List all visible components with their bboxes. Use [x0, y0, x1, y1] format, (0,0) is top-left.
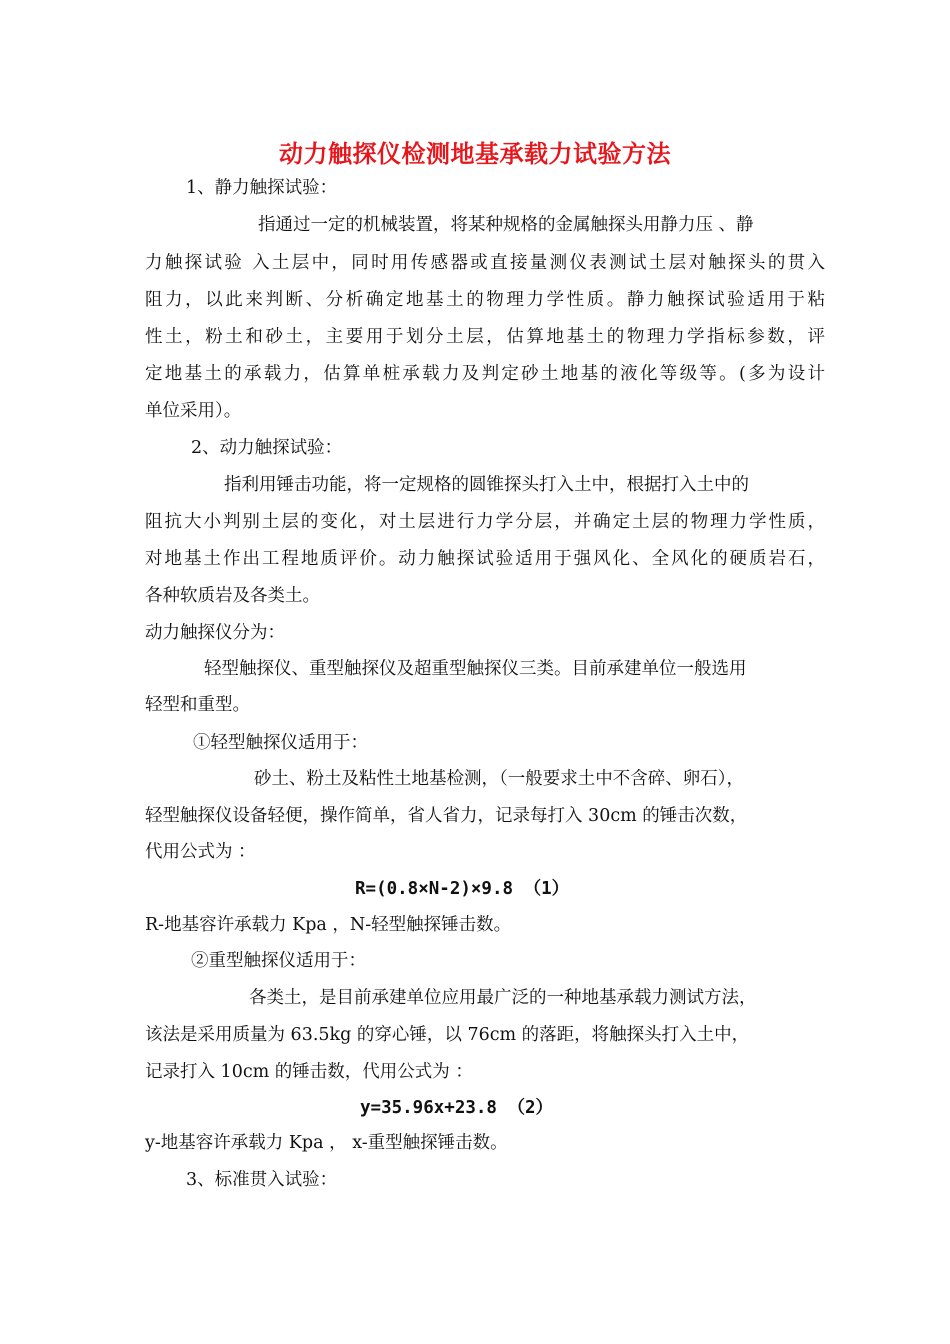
paragraph-line: 代用公式为 ： — [145, 842, 256, 862]
paragraph-line: 阻抗大小判别土层的变化，对土层进行力学分层，并确定土层的物理力学性质， — [145, 512, 825, 532]
paragraph-line: 定地基土的承载力，估算单桩承载力及判定砂土地基的液化等级等。(多为设计 — [145, 364, 825, 384]
paragraph-line: 指利用锤击功能，将一定规格的圆锥探头打入土中，根据打入土中的 — [224, 475, 749, 495]
formula-2: y=35.96x+23.8 （2） — [360, 1098, 554, 1118]
page-title: 动力触探仪检测地基承载力试验方法 — [279, 140, 671, 168]
classify-heading: 动力触探仪分为： — [145, 623, 285, 643]
section-2-heading: 2、动力触探试验： — [191, 438, 343, 458]
paragraph-line: 轻型和重型。 — [145, 695, 250, 715]
paragraph-line: 指通过一定的机械装置，将某种规格的金属触探头用静力压 、静 — [258, 215, 754, 235]
paragraph-line: 力触探试验 入土层中，同时用传感器或直接量测仪表测试土层对触探头的贯入 — [145, 253, 825, 273]
paragraph-line: 砂土、粉土及粘性土地基检测，（一般要求土中不含碎、卵石）， — [254, 769, 744, 789]
paragraph-line: 该法是采用质量为 63.5kg 的穿心锤，以 76cm 的落距，将触探头打入土中， — [145, 1025, 750, 1045]
light-heading: ①轻型触探仪适用于： — [193, 733, 368, 753]
heavy-heading: ②重型触探仪适用于： — [191, 951, 366, 971]
paragraph-line: 对地基土作出工程地质评价。动力触探试验适用于强风化、全风化的硬质岩石， — [145, 549, 825, 569]
paragraph-line: 单位采用）。 — [145, 401, 242, 421]
formula-2-note: y-地基容许承载力 Kpa ， x-重型触探锤击数。 — [145, 1133, 508, 1153]
paragraph-line: 性土，粉土和砂土，主要用于划分土层，估算地基土的物理力学指标参数，评 — [145, 327, 825, 347]
paragraph-line: 各种软质岩及各类土。 — [145, 586, 320, 606]
formula-1-note: R-地基容许承载力 Kpa ，N-轻型触探锤击数。 — [145, 915, 512, 935]
section-1-heading: 1、静力触探试验： — [186, 178, 338, 198]
section-3-heading: 3、标准贯入试验： — [186, 1170, 338, 1190]
paragraph-line: 记录打入 10cm 的锤击数，代用公式为 ： — [145, 1062, 473, 1082]
paragraph-line: 轻型触探仪、重型触探仪及超重型触探仪三类。目前承建单位一般选用 — [204, 659, 747, 679]
paragraph-line: 各类土，是目前承建单位应用最广泛的一种地基承载力测试方法， — [249, 988, 757, 1008]
paragraph-line: 轻型触探仪设备轻便，操作简单，省人省力，记录每打入 30cm 的锤击次数， — [145, 806, 748, 826]
formula-1: R=(0.8×N-2)×9.8 （1） — [355, 879, 570, 899]
paragraph-line: 阻力，以此来判断、分析确定地基土的物理力学性质。静力触探试验适用于粘 — [145, 290, 825, 310]
